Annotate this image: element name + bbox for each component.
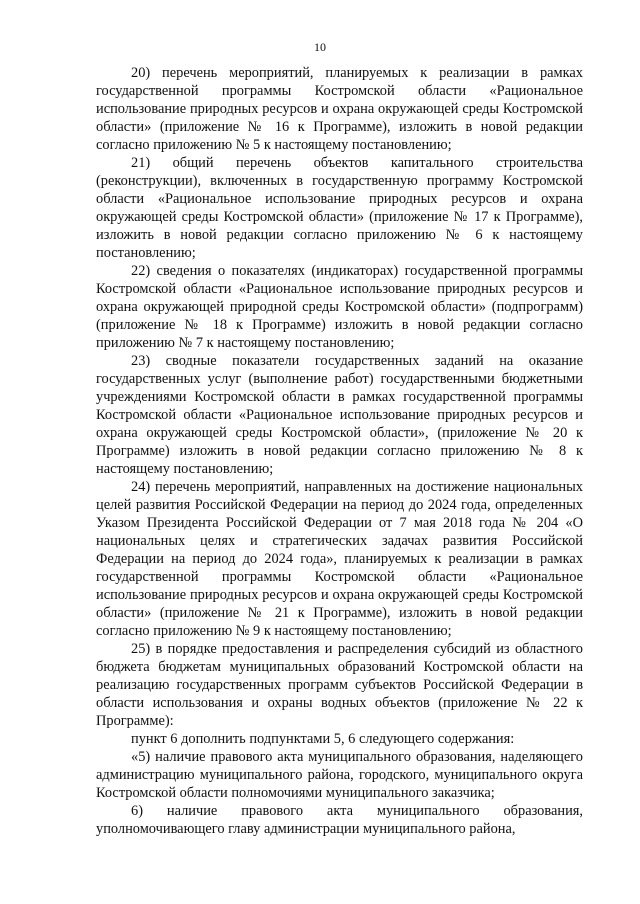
paragraph-subpoint-6: 6) наличие правового акта муниципального образования, уполномочивающего главу администрации муниципального района, bbox=[96, 803, 583, 837]
paragraph-point-6-intro: пункт 6 дополнить подпунктами 5, 6 следующего содержания: bbox=[131, 731, 515, 747]
document-body bbox=[96, 64, 583, 838]
paragraph-item-23: 23) сводные показатели государственных заданий на оказание государственных услуг (выполнение работ) государственными бюджетными учреждениями Костромской области в рамках государственной программы Костромской области «Рациональное использование природных ресурсов и охрана окружающей среды Костромской области», (приложение № 20 к Программе) изложить в новой редакции согласно приложению № 8 к настоящему постановлению; bbox=[96, 353, 583, 477]
paragraph-item-21: 21) общий перечень объектов капитального строительства (реконструкции), включенных в государственную программу Костромской области «Рациональное использование природных ресурсов и охрана окружающей среды Костромской области» (приложение № 17 к Программе), изложить в новой редакции согласно приложению № 6 к настоящему постановлению; bbox=[96, 155, 583, 261]
paragraph-subpoint-5: «5) наличие правового акта муниципального образования, наделяющего администрацию муниципального района, городского, муниципального округа Костромской области полномочиями муниципального заказчика; bbox=[96, 749, 583, 801]
paragraph-item-20: 20) перечень мероприятий, планируемых к реализации в рамках государственной программы Костромской области «Рациональное использование природных ресурсов и охрана окружающей среды Костромской области» (приложение № 16 к Программе), изложить в новой редакции согласно приложению № 5 к настоящему постановлению; bbox=[96, 65, 583, 153]
page-number: 10 bbox=[314, 40, 326, 54]
paragraph-item-22: 22) сведения о показателях (индикаторах) государственной программы Костромской области «Рациональное использование природных ресурсов и охрана окружающей природной среды Костромской области» (подпрограмм) (приложение № 18 к Программе) изложить в новой редакции согласно приложению № 7 к настоящему постановлению; bbox=[96, 263, 583, 351]
paragraph-item-24: 24) перечень мероприятий, направленных на достижение национальных целей развития Российской Федерации на период до 2024 года, определенных Указом Президента Российской Федерации от 7 мая 2018 года № 204 «О национальных целях и стратегических задачах развития Российской Федерации на период до 2024 года», планируемых к реализации в рамках государственной программы Костромской области «Рациональное использование природных ресурсов и охрана окружающей среды Костромской области» (приложение № 21 к Программе), изложить в новой редакции согласно приложению № 9 к настоящему постановлению; bbox=[96, 479, 583, 639]
paragraph-item-25: 25) в порядке предоставления и распределения субсидий из областного бюджета бюджетам муниципальных образований Костромской области на реализацию государственных программ субъектов Российской Федерации в области использования и охраны водных объектов (приложение № 22 к Программе): bbox=[96, 641, 583, 729]
